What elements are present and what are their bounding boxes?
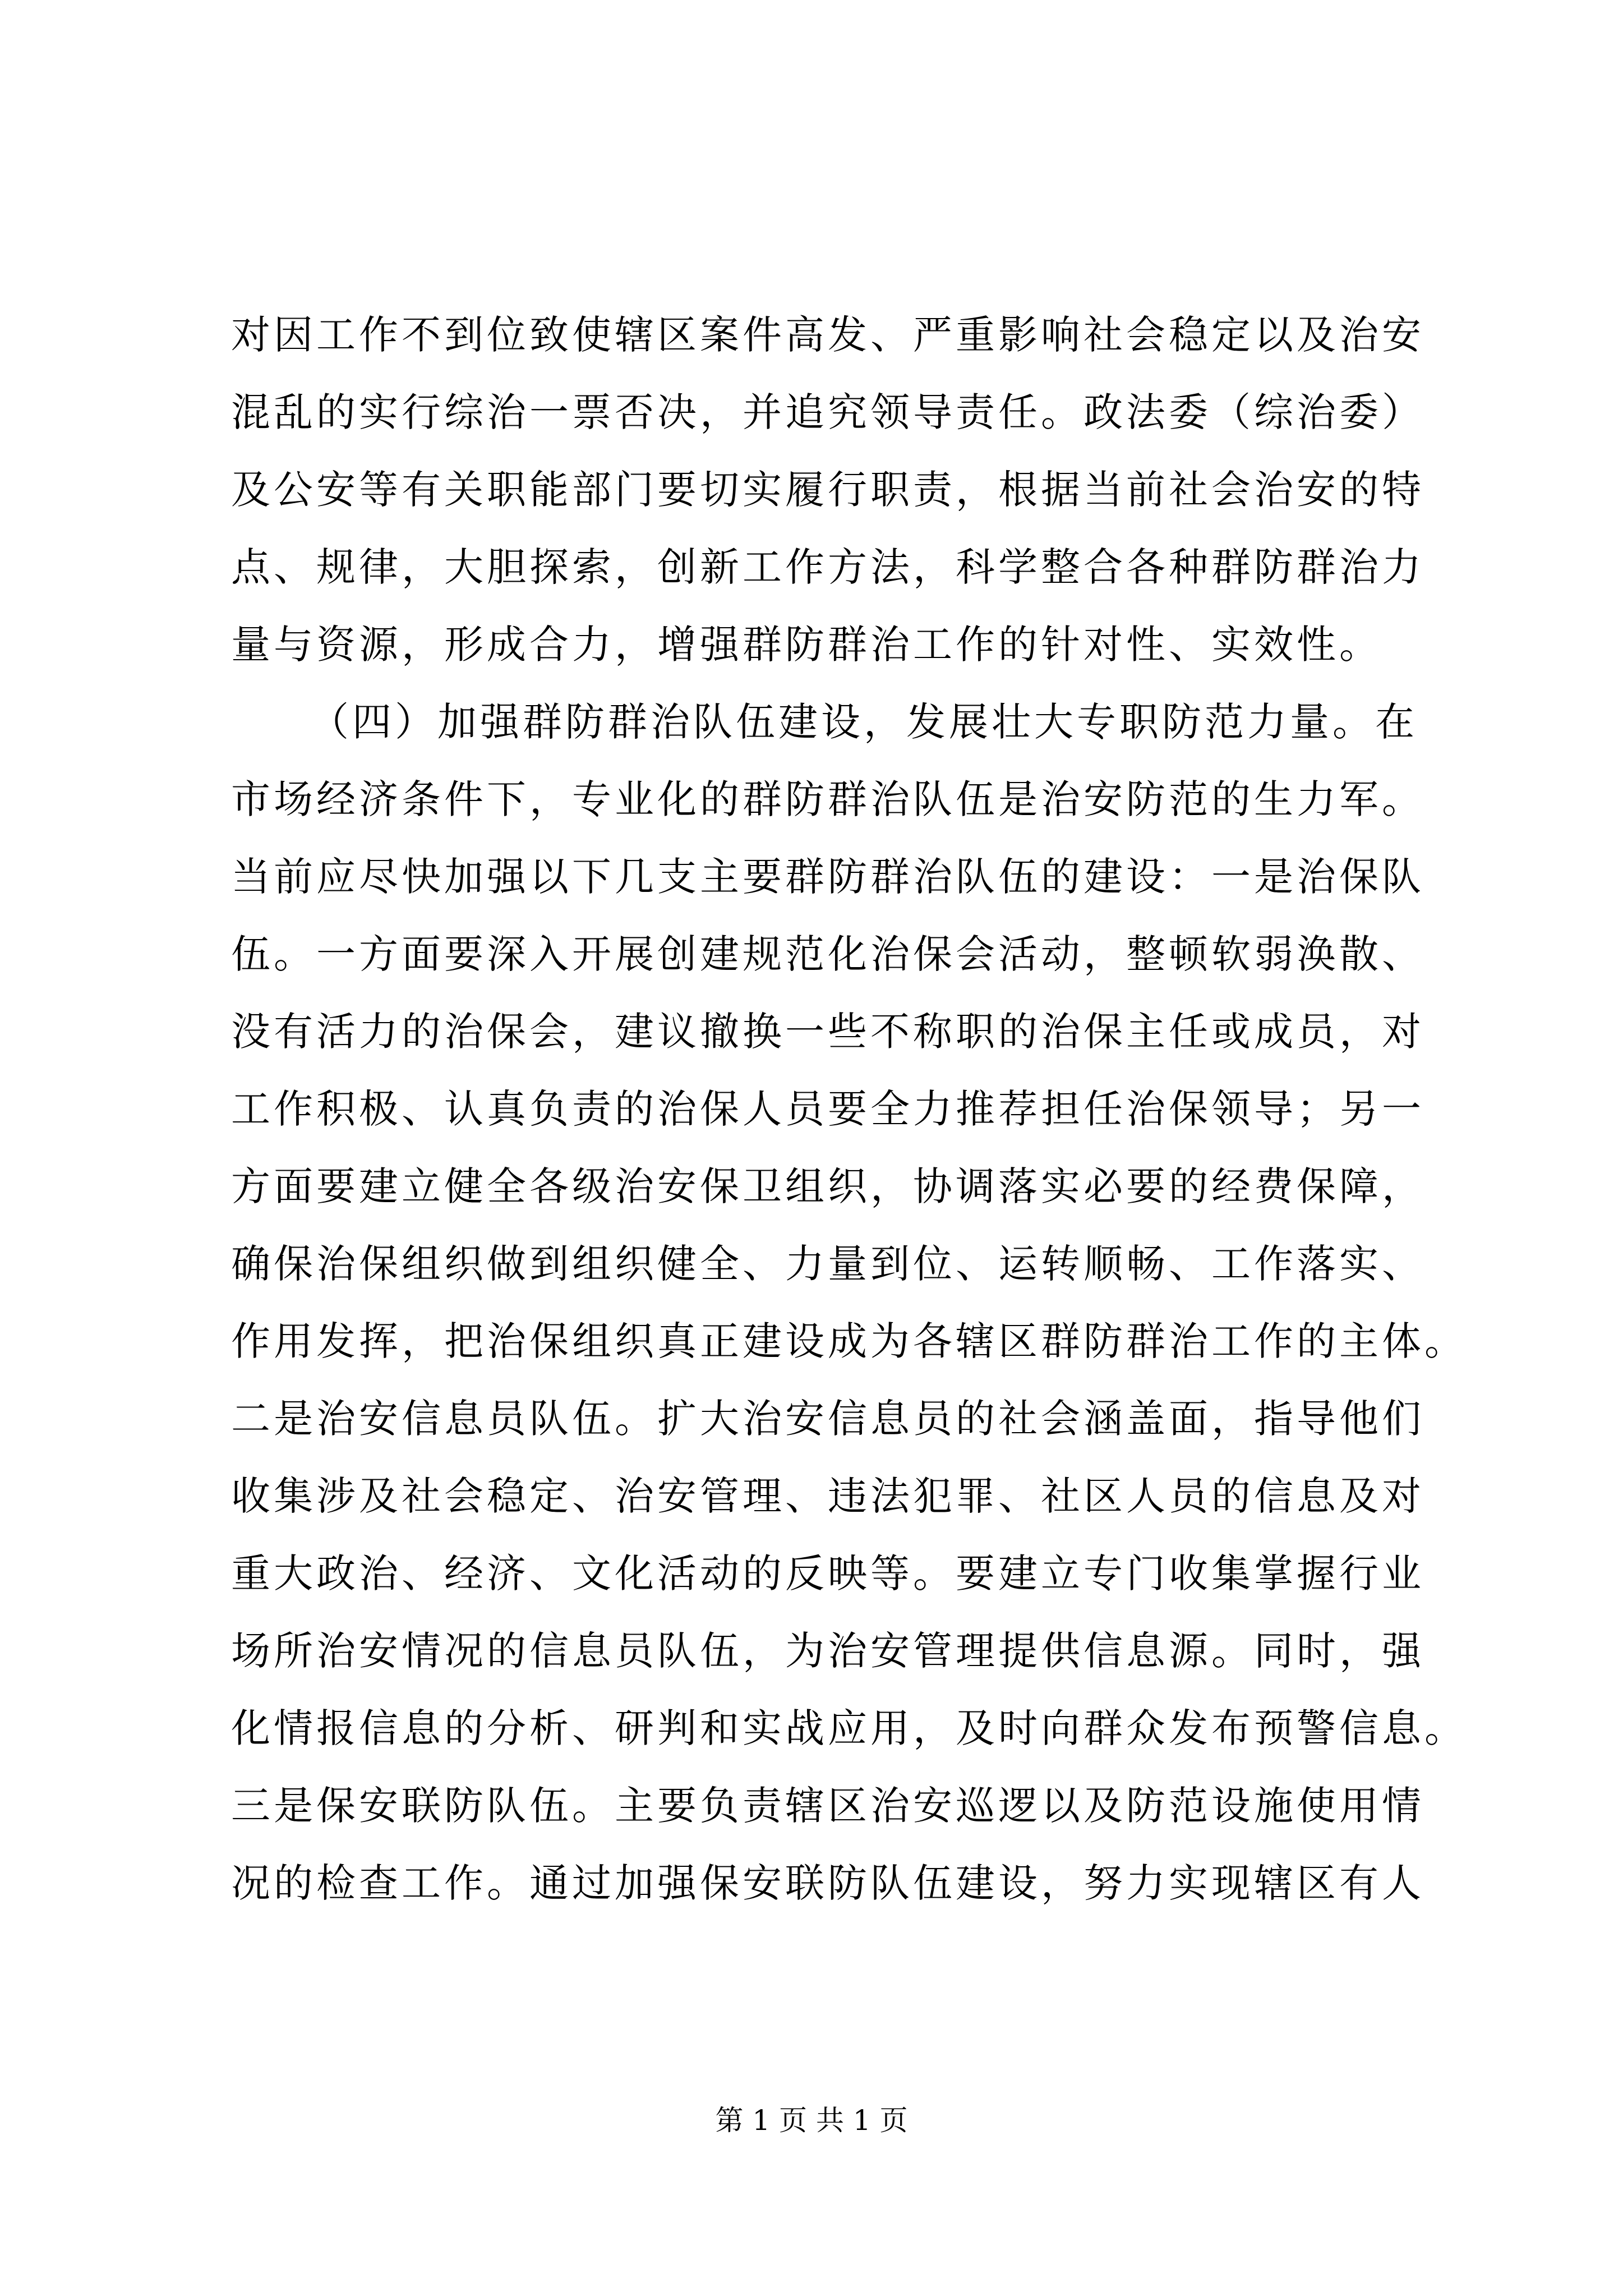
text-line-21: 况的检查工作。通过加强保安联防队伍建设，努力实现辖区有人	[231, 1860, 1424, 1906]
text-line-9: 伍。一方面要深入开展创建规范化治保会活动，整顿软弱涣散、	[231, 931, 1424, 977]
body-text	[231, 296, 1467, 1922]
text-line-2: 混乱的实行综治一票否决，并追究领导责任。政法委（综治委）	[231, 389, 1424, 435]
text-line-1: 对因工作不到位致使辖区案件高发、严重影响社会稳定以及治安	[231, 312, 1424, 358]
text-line-11: 工作积极、认真负责的治保人员要全力推荐担任治保领导；另一	[231, 1086, 1424, 1132]
text-line-12: 方面要建立健全各级治安保卫组织，协调落实必要的经费保障，	[231, 1163, 1424, 1209]
text-line-13: 确保治保组织做到组织健全、力量到位、运转顺畅、工作落实、	[231, 1241, 1424, 1287]
text-line-14: 作用发挥，把治保组织真正建设成为各辖区群防群治工作的主体。	[231, 1318, 1467, 1364]
text-line-4: 点、规律，大胆探索，创新工作方法，科学整合各种群防群治力	[231, 544, 1424, 590]
text-line-19: 化情报信息的分析、研判和实战应用，及时向群众发布预警信息。	[231, 1705, 1467, 1751]
text-line-17: 重大政治、经济、文化活动的反映等。要建立专门收集掌握行业	[231, 1550, 1424, 1596]
text-line-7: 市场经济条件下，专业化的群防群治队伍是治安防范的生力军。	[231, 776, 1424, 822]
text-line-18: 场所治安情况的信息员队伍，为治安管理提供信息源。同时，强	[231, 1628, 1424, 1674]
text-line-3: 及公安等有关职能部门要切实履行职责，根据当前社会治安的特	[231, 467, 1424, 513]
text-line-16: 收集涉及社会稳定、治安管理、违法犯罪、社区人员的信息及对	[231, 1473, 1424, 1519]
text-line-6: （四）加强群防群治队伍建设，发展壮大专职防范力量。在	[310, 699, 1418, 745]
text-line-5: 量与资源，形成合力，增强群防群治工作的针对性、实效性。	[231, 622, 1382, 668]
text-line-8: 当前应尽快加强以下几支主要群防群治队伍的建设：一是治保队	[231, 854, 1424, 900]
text-line-20: 三是保安联防队伍。主要负责辖区治安巡逻以及防范设施使用情	[231, 1783, 1424, 1829]
text-line-15: 二是治安信息员队伍。扩大治安信息员的社会涵盖面，指导他们	[231, 1396, 1424, 1442]
page-footer: 第 1 页 共 1 页	[715, 2104, 908, 2137]
text-line-10: 没有活力的治保会，建议撤换一些不称职的治保主任或成员，对	[231, 1009, 1424, 1055]
